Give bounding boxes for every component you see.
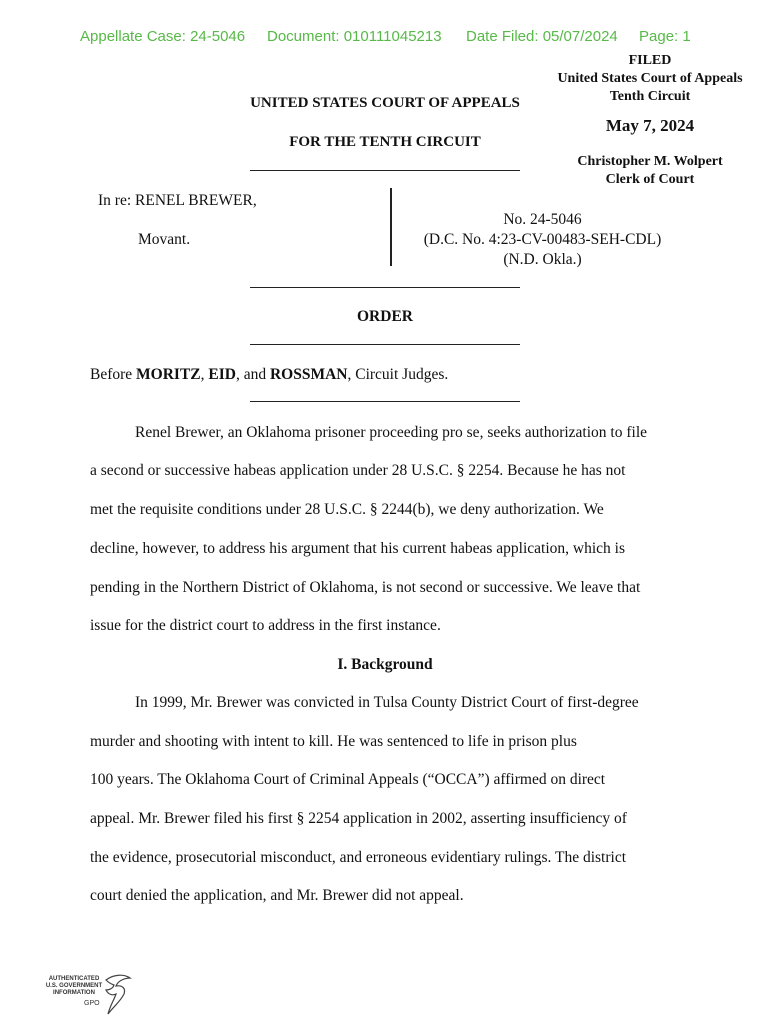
paragraph-line: appeal. Mr. Brewer filed his first § 2254 application in 2002, asserting insufficiency of	[90, 810, 627, 827]
paragraph-line: murder and shooting with intent to kill. He was sentenced to life in prison plus	[90, 733, 577, 750]
paragraph-line: pending in the Northern District of Oklahoma, is not second or successive. We leave that	[90, 579, 641, 596]
paragraph-line: Renel Brewer, an Oklahoma prisoner proceeding pro se, seeks authorization to file	[135, 424, 647, 441]
paragraph-line: 100 years. The Oklahoma Court of Criminal Appeals (“OCCA”) affirmed on direct	[90, 771, 606, 788]
gpo-authentication-logo	[44, 972, 144, 1016]
section-heading: I. Background	[337, 656, 433, 673]
panel-sep: , and	[235, 366, 270, 383]
paragraph-line: the evidence, prosecutorial misconduct, and erroneous evidentiary rulings. The district	[90, 849, 627, 866]
header-document: Document: 010111045213	[267, 28, 442, 45]
panel-suffix: , Circuit Judges.	[347, 366, 449, 383]
caption-party: Movant.	[138, 231, 191, 248]
caption-dc-no: (D.C. No. 4:23-CV-00483-SEH-CDL)	[423, 231, 662, 248]
stamp-filed: FILED	[628, 53, 672, 68]
divider	[250, 344, 520, 345]
paragraph-line: In 1999, Mr. Brewer was convicted in Tulsa County District Court of first-degree	[135, 694, 639, 711]
stamp-date: May 7, 2024	[605, 116, 695, 135]
judge-eid: EID	[208, 366, 236, 383]
stamp-clerk-name: Christopher M. Wolpert	[577, 154, 723, 169]
panel-line	[90, 366, 448, 384]
paragraph-line: court denied the application, and Mr. Brewer did not appeal.	[90, 887, 464, 904]
judge-moritz: MORITZ	[136, 366, 201, 383]
order-title: ORDER	[357, 308, 413, 325]
court-circuit: FOR THE TENTH CIRCUIT	[289, 134, 481, 150]
gpo-line: AUTHENTICATED	[48, 976, 100, 982]
caption-district: (N.D. Okla.)	[503, 251, 582, 268]
paragraph-line: met the requisite conditions under 28 U.S.C. § 2244(b), we deny authorization. We	[90, 501, 604, 518]
stamp-clerk-title: Clerk of Court	[605, 172, 695, 187]
filing-header	[0, 28, 770, 48]
header-date-filed: Date Filed: 05/07/2024	[466, 28, 618, 45]
gpo-mark: GPO	[84, 1000, 100, 1007]
paragraph-line: a second or successive habeas application under 28 U.S.C. § 2254. Because he has not	[90, 462, 626, 479]
judge-rossman: ROSSMAN	[269, 366, 348, 383]
caption-case-numbers	[410, 210, 675, 270]
paragraph-line: decline, however, to address his argument that his current habeas application, which is	[90, 540, 625, 557]
header-page: Page: 1	[639, 28, 691, 45]
stamp-court: United States Court of Appeals	[557, 71, 743, 86]
court-name: UNITED STATES COURT OF APPEALS	[250, 95, 520, 111]
panel-before: Before	[90, 366, 137, 383]
caption-case-no: No. 24-5046	[503, 211, 582, 228]
divider	[250, 287, 520, 288]
stamp-circuit: Tenth Circuit	[609, 89, 691, 104]
caption-divider	[390, 188, 392, 266]
divider	[250, 170, 520, 171]
gpo-line: U.S. GOVERNMENT	[45, 983, 103, 989]
gpo-text	[44, 976, 104, 997]
header-case: Appellate Case: 24-5046	[80, 28, 246, 45]
divider	[250, 401, 520, 402]
gpo-line: INFORMATION	[53, 990, 95, 996]
paragraph-line: issue for the district court to address in the first instance.	[90, 617, 441, 634]
caption-in-re: In re: RENEL BREWER,	[98, 192, 257, 209]
eagle-icon	[102, 972, 132, 1016]
filed-stamp	[540, 52, 760, 189]
panel-sep: ,	[200, 366, 209, 383]
